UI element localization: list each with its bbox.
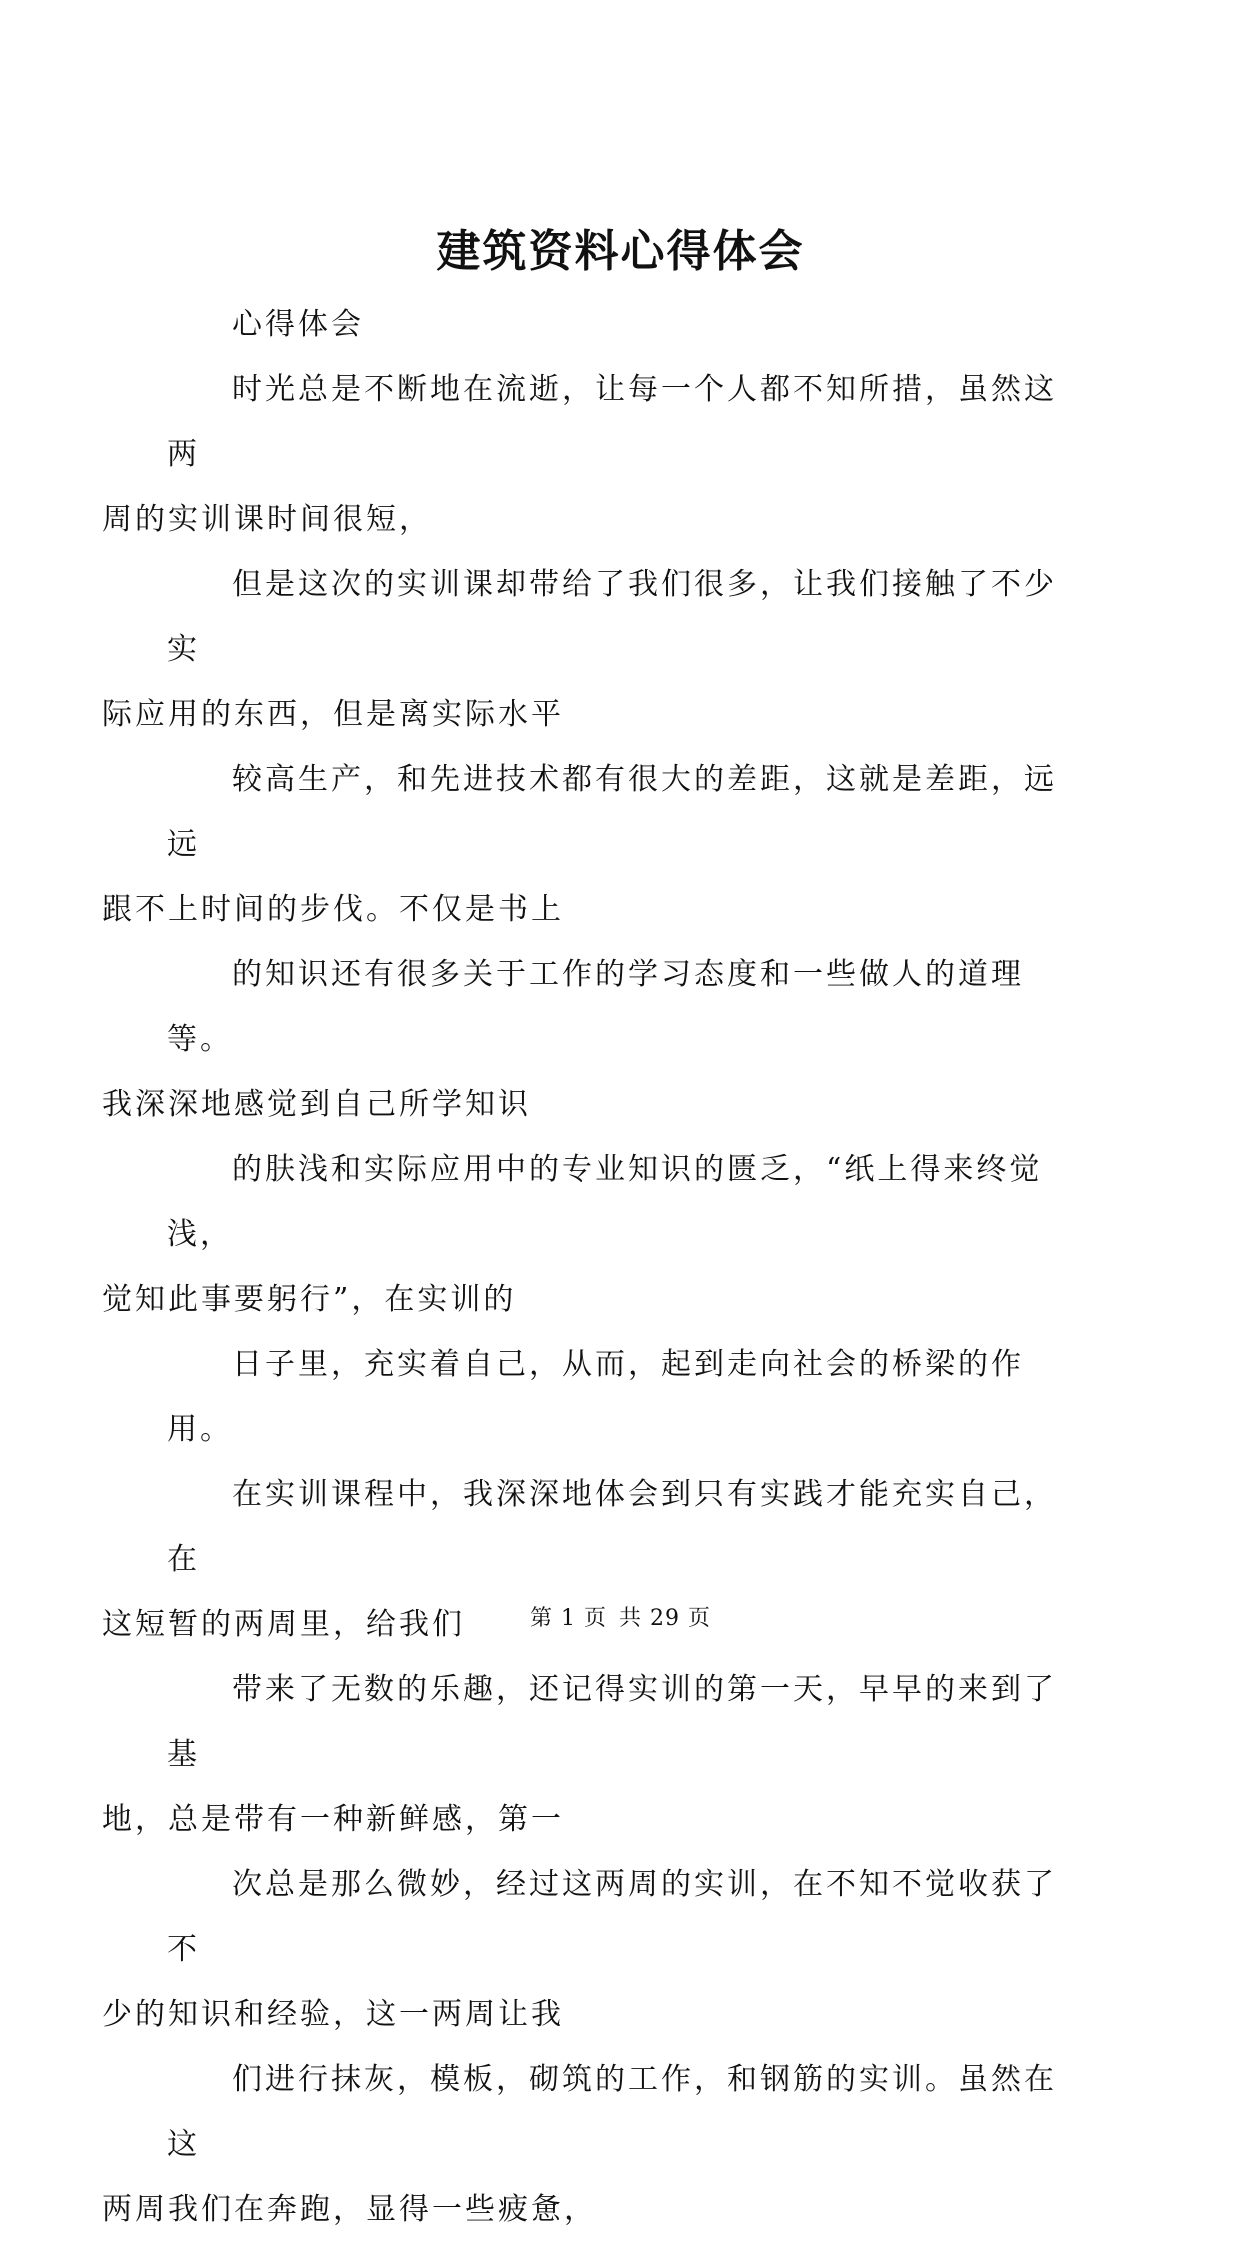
paragraph-line: 心得体会 (232, 307, 364, 342)
paragraph-line: 周的实训课时间很短， (102, 502, 432, 537)
paragraph-line: 这短暂的两周里，给我们 (102, 1607, 465, 1642)
paragraph-line: 我深深地感觉到自己所学知识 (102, 1087, 531, 1122)
paragraph (102, 2047, 1087, 2242)
paragraph (102, 942, 1087, 1137)
paragraph-line: 较高生产，和先进技术都有很大的差距，这就是差距，远远 (167, 762, 1057, 862)
paragraph (102, 357, 1087, 552)
paragraph-line: 时光总是不断地在流逝，让每一个人都不知所措，虽然这两 (167, 372, 1057, 472)
paragraph-line: 际应用的东西，但是离实际水平 (102, 697, 564, 732)
paragraph (102, 747, 1087, 942)
paragraph-line: 日子里，充实着自己，从而，起到走向社会的桥梁的作用。 (167, 1347, 1024, 1447)
page-total: 共 29 页 (619, 1606, 711, 1631)
paragraph-line: 两周我们在奔跑，显得一些疲惫， (102, 2192, 597, 2227)
paragraph-line: 的知识还有很多关于工作的学习态度和一些做人的道理等。 (167, 957, 1024, 1057)
paragraph (102, 1137, 1087, 1332)
paragraph-line: 带来了无数的乐趣，还记得实训的第一天，早早的来到了基 (167, 1672, 1057, 1772)
paragraph-line: 觉知此事要躬行”，在实训的 (102, 1282, 517, 1317)
page-footer (0, 1604, 1241, 1634)
paragraph-line: 地，总是带有一种新鲜感，第一 (102, 1802, 564, 1837)
paragraph (102, 1852, 1087, 2047)
paragraph-line: 但是这次的实训课却带给了我们很多，让我们接触了不少实 (167, 567, 1057, 667)
document-body (102, 292, 1087, 2242)
paragraph-line: 在实训课程中，我深深地体会到只有实践才能充实自己，在 (167, 1477, 1057, 1577)
page-number: 第 1 页 (530, 1606, 607, 1631)
paragraph (102, 552, 1087, 747)
paragraph (167, 1332, 1087, 1462)
paragraph (167, 292, 1087, 357)
paragraph (102, 1657, 1087, 1852)
paragraph-line: 的肤浅和实际应用中的专业知识的匮乏，“纸上得来终觉浅， (167, 1152, 1043, 1252)
document-title: 建筑资料心得体会 (436, 226, 805, 277)
paragraph-line: 们进行抹灰，模板，砌筑的工作，和钢筋的实训。虽然在这 (167, 2062, 1057, 2162)
paragraph-line: 跟不上时间的步伐。不仅是书上 (102, 892, 564, 927)
paragraph-line: 少的知识和经验，这一两周让我 (102, 1997, 564, 2032)
paragraph-line: 次总是那么微妙，经过这两周的实训，在不知不觉收获了不 (167, 1867, 1057, 1967)
